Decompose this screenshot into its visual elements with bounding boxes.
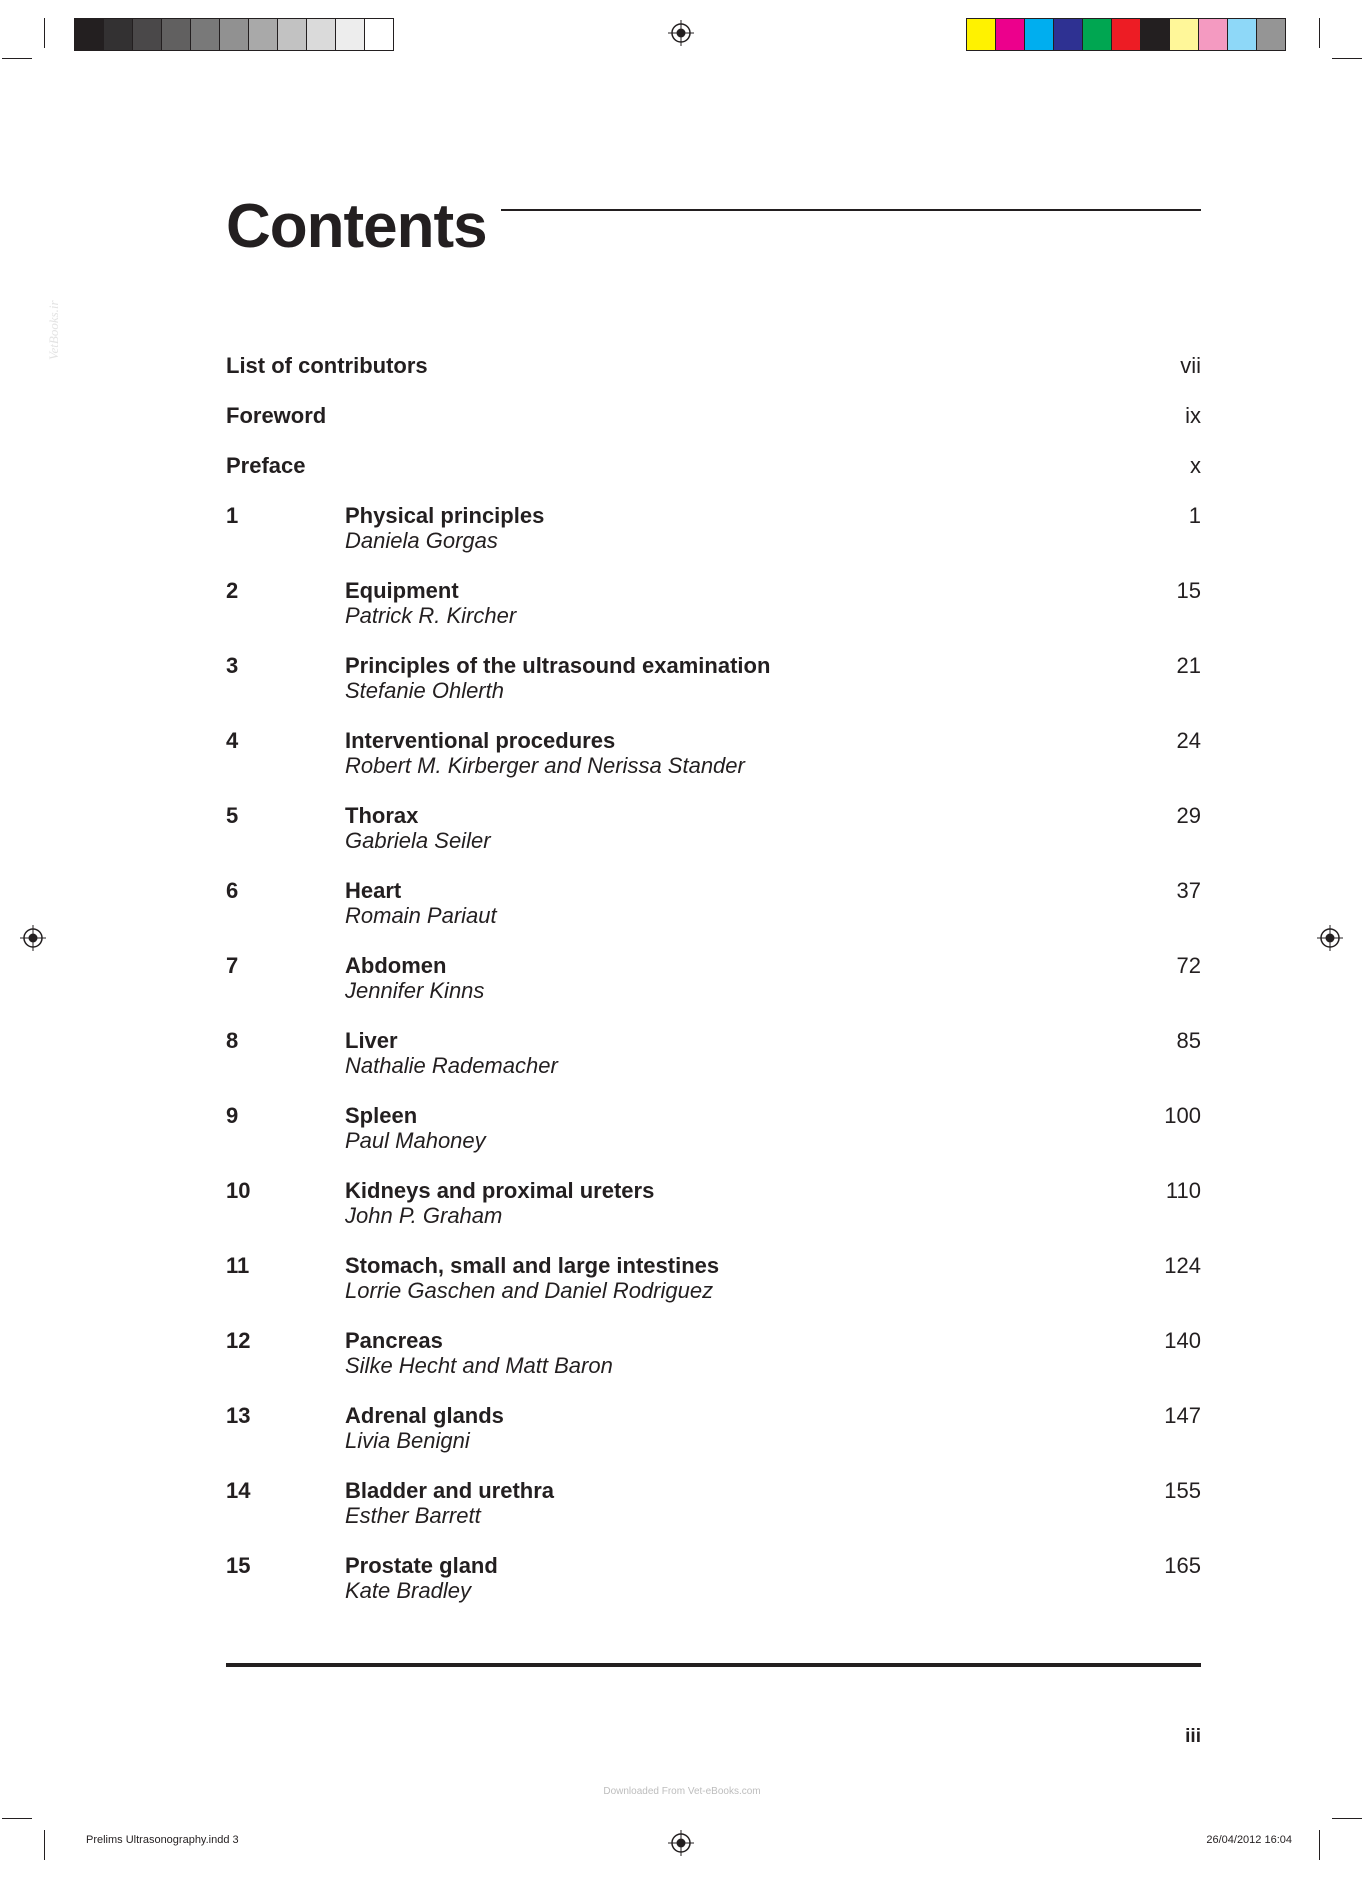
- chapter-page: 72: [1176, 953, 1201, 978]
- chapter-page: 15: [1176, 578, 1201, 603]
- chapter-title: Principles of the ultrasound examination: [345, 653, 771, 678]
- chapter-number: 6: [226, 878, 239, 903]
- chapter-page: 21: [1176, 653, 1201, 678]
- color-swatch: [336, 19, 365, 50]
- color-swatch: [75, 19, 104, 50]
- chapter-title: Adrenal glands: [345, 1403, 504, 1428]
- chapter-entry[interactable]: [226, 803, 1201, 863]
- chapter-entry[interactable]: [226, 503, 1201, 563]
- color-swatch: [104, 19, 133, 50]
- color-swatch: [1170, 19, 1199, 50]
- chapter-author: Silke Hecht and Matt Baron: [345, 1353, 613, 1378]
- chapter-entry[interactable]: [226, 953, 1201, 1013]
- registration-mark-icon: [20, 925, 46, 951]
- chapter-title: Heart: [345, 878, 402, 903]
- slug-datetime: 26/04/2012 16:04: [1206, 1834, 1292, 1846]
- chapter-page: 140: [1164, 1328, 1201, 1353]
- color-swatch: [133, 19, 162, 50]
- crop-mark: [44, 18, 45, 48]
- chapter-page: 155: [1164, 1478, 1201, 1503]
- crop-mark: [44, 1830, 45, 1860]
- toc-entry-page: x: [1190, 453, 1201, 478]
- toc-entry-page: vii: [1180, 353, 1201, 378]
- chapter-number: 12: [226, 1328, 251, 1353]
- chapter-number: 11: [226, 1253, 250, 1278]
- chapter-page: 85: [1176, 1028, 1201, 1053]
- chapter-title: Equipment: [345, 578, 459, 603]
- color-swatch: [278, 19, 307, 50]
- chapter-title: Bladder and urethra: [345, 1478, 555, 1503]
- chapter-number: 14: [226, 1478, 251, 1503]
- chapter-author: John P. Graham: [345, 1203, 503, 1228]
- crop-mark: [2, 1818, 32, 1819]
- chapter-number: 1: [226, 503, 239, 528]
- chapter-page: 29: [1176, 803, 1201, 828]
- chapter-number: 13: [226, 1403, 251, 1428]
- chapter-number: 2: [226, 578, 239, 603]
- registration-mark-icon: [1317, 925, 1343, 951]
- chapter-page: 165: [1164, 1553, 1201, 1578]
- chapter-author: Livia Benigni: [345, 1428, 470, 1453]
- chapter-title: Kidneys and proximal ureters: [345, 1178, 655, 1203]
- color-swatch: [249, 19, 278, 50]
- chapter-author: Esther Barrett: [345, 1503, 481, 1528]
- crop-mark: [1319, 18, 1320, 48]
- color-swatch: [1112, 19, 1141, 50]
- crop-mark: [2, 58, 32, 59]
- color-swatch: [967, 19, 996, 50]
- chapter-page: 110: [1165, 1178, 1201, 1203]
- toc-entry-label: Preface: [226, 453, 306, 478]
- toc-entry-page: ix: [1185, 403, 1201, 428]
- chapter-entry[interactable]: [226, 1178, 1201, 1238]
- slug-filename: Prelims Ultrasonography.indd 3: [86, 1834, 239, 1846]
- heading-rule: [501, 209, 1201, 211]
- chapter-entry[interactable]: [226, 1328, 1201, 1388]
- page-number: iii: [1185, 1726, 1201, 1747]
- color-swatch: [191, 19, 220, 50]
- chapter-number: 5: [226, 803, 239, 828]
- chapter-page: 124: [1164, 1253, 1201, 1278]
- chapter-number: 9: [226, 1103, 239, 1128]
- chapter-author: Nathalie Rademacher: [345, 1053, 558, 1078]
- chapter-author: Daniela Gorgas: [345, 528, 498, 553]
- color-swatch: [1141, 19, 1170, 50]
- chapter-entry[interactable]: [226, 578, 1201, 638]
- chapter-title: Abdomen: [345, 953, 447, 978]
- chapter-number: 8: [226, 1028, 239, 1053]
- color-swatch: [1228, 19, 1257, 50]
- chapter-title: Spleen: [345, 1103, 418, 1128]
- chapter-number: 7: [226, 953, 239, 978]
- process-color-bar: [966, 18, 1286, 51]
- registration-mark-icon: [668, 1830, 694, 1856]
- chapter-entry[interactable]: [226, 728, 1201, 788]
- color-swatch: [1257, 19, 1285, 50]
- color-swatch: [162, 19, 191, 50]
- toc-entry-label: List of contributors: [226, 353, 428, 378]
- chapter-author: Jennifer Kinns: [345, 978, 485, 1003]
- color-swatch: [1054, 19, 1083, 50]
- crop-mark: [1319, 1830, 1320, 1860]
- grayscale-color-bar: [74, 18, 394, 51]
- chapter-entry[interactable]: [226, 1103, 1201, 1163]
- chapter-number: 10: [226, 1178, 251, 1203]
- chapter-entry[interactable]: [226, 1403, 1201, 1463]
- chapter-title: Liver: [345, 1028, 398, 1053]
- chapter-number: 15: [226, 1553, 251, 1578]
- watermark: VetBooks.ir: [46, 300, 61, 360]
- color-swatch: [220, 19, 249, 50]
- crop-mark: [1332, 1818, 1362, 1819]
- chapter-author: Kate Bradley: [345, 1578, 471, 1603]
- chapter-page: 37: [1176, 878, 1201, 903]
- color-swatch: [996, 19, 1025, 50]
- chapter-entry[interactable]: [226, 1553, 1201, 1613]
- chapter-page: 100: [1164, 1103, 1201, 1128]
- chapter-entry[interactable]: [226, 653, 1201, 713]
- chapter-entry[interactable]: [226, 1028, 1201, 1088]
- color-swatch: [1199, 19, 1228, 50]
- chapter-author: Patrick R. Kircher: [345, 603, 517, 628]
- chapter-author: Romain Pariaut: [345, 903, 497, 928]
- crop-mark: [1332, 58, 1362, 59]
- chapter-title: Pancreas: [345, 1328, 443, 1353]
- color-swatch: [1025, 19, 1054, 50]
- chapter-entry[interactable]: [226, 878, 1201, 938]
- chapter-author: Gabriela Seiler: [345, 828, 491, 853]
- bottom-rule: [226, 1663, 1201, 1667]
- registration-mark-icon: [668, 20, 694, 46]
- chapter-title: Thorax: [345, 803, 419, 828]
- chapter-title: Prostate gland: [345, 1553, 498, 1578]
- chapter-number: 4: [226, 728, 239, 753]
- chapter-entry[interactable]: [226, 1253, 1201, 1313]
- toc-entry-label: Foreword: [226, 403, 327, 428]
- chapter-page: 1: [1188, 503, 1201, 528]
- chapter-author: Robert M. Kirberger and Nerissa Stander: [345, 753, 745, 778]
- download-note: Downloaded From Vet-eBooks.com: [603, 1786, 761, 1797]
- color-swatch: [1083, 19, 1112, 50]
- chapter-title: Interventional procedures: [345, 728, 616, 753]
- chapter-title: Physical principles: [345, 503, 545, 528]
- chapter-page: 24: [1176, 728, 1201, 753]
- chapter-title: Stomach, small and large intestines: [345, 1253, 720, 1278]
- chapter-number: 3: [226, 653, 239, 678]
- chapter-page: 147: [1164, 1403, 1201, 1428]
- page-title: Contents: [226, 192, 487, 261]
- color-swatch: [365, 19, 393, 50]
- chapter-entry[interactable]: [226, 1478, 1201, 1538]
- chapter-author: Lorrie Gaschen and Daniel Rodriguez: [345, 1278, 714, 1303]
- chapter-author: Paul Mahoney: [345, 1128, 486, 1153]
- color-swatch: [307, 19, 336, 50]
- chapter-author: Stefanie Ohlerth: [345, 678, 504, 703]
